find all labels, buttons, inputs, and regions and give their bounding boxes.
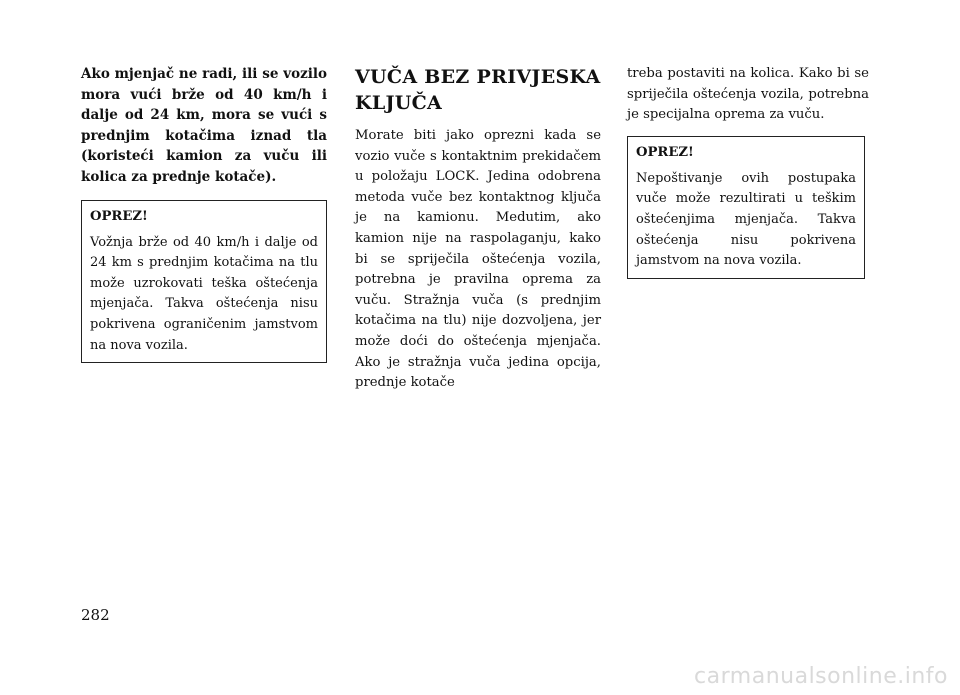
section-heading: VUČA BEZ PRIVJESKA KLJUČA <box>355 66 601 114</box>
caution-text: Nepoštivanje ovih postupaka vuče može rezultirati u teškim oštećenjima mjenjača. Takva oštećenja nisu pokrivena jamstvom na nova vozila. <box>636 170 856 269</box>
warning-intro-text: Ako mjenjač ne radi, ili se vozilo mora vući brže od 40 km/h i dalje od 24 km, mora se vući s prednjim kotačima iznad tla (koristeći kamion za vuču ili kolica za prednje kotače). <box>81 66 327 185</box>
continued-paragraph: treba postaviti na kolica. Kako bi se spriječila oštećenja vozila, potrebna je specijalna oprema za vuču. <box>627 66 869 123</box>
right-column <box>627 64 869 279</box>
watermark: carmanualsonline.info <box>694 664 948 689</box>
caution-box-procedures <box>627 136 865 279</box>
middle-column <box>355 64 601 394</box>
section-paragraph: Morate biti jako oprezni kada se vozio vuče s kontaktnim prekidačem u položaju LOCK. Jedina odobrena metoda vuče bez kontaktnog ključa je na kamionu. Medutim, ako kamion nije na raspolaganju, kako bi se spriječila oštećenja vozila, potrebna je pravilna oprema za vuču. Stražnja vuča (s prednjim kotačima na tlu) nije dozvoljena, jer može doći do oštećenja mjenjača. Ako je stražnja vuča jedina opcija, prednje kotače <box>355 128 601 391</box>
caution-text: Vožnja brže od 40 km/h i dalje od 24 km s prednjim kotačima na tlu može uzrokovati teška oštećenja mjenjača. Takva oštećenja nisu pokrivena ograničenim jamstvom na nova vozila. <box>90 234 318 353</box>
left-column <box>81 64 327 363</box>
page-number: 282 <box>81 606 110 624</box>
caution-box-transmission <box>81 200 327 364</box>
caution-title: OPREZ! <box>90 208 148 224</box>
caution-title: OPREZ! <box>636 144 694 160</box>
